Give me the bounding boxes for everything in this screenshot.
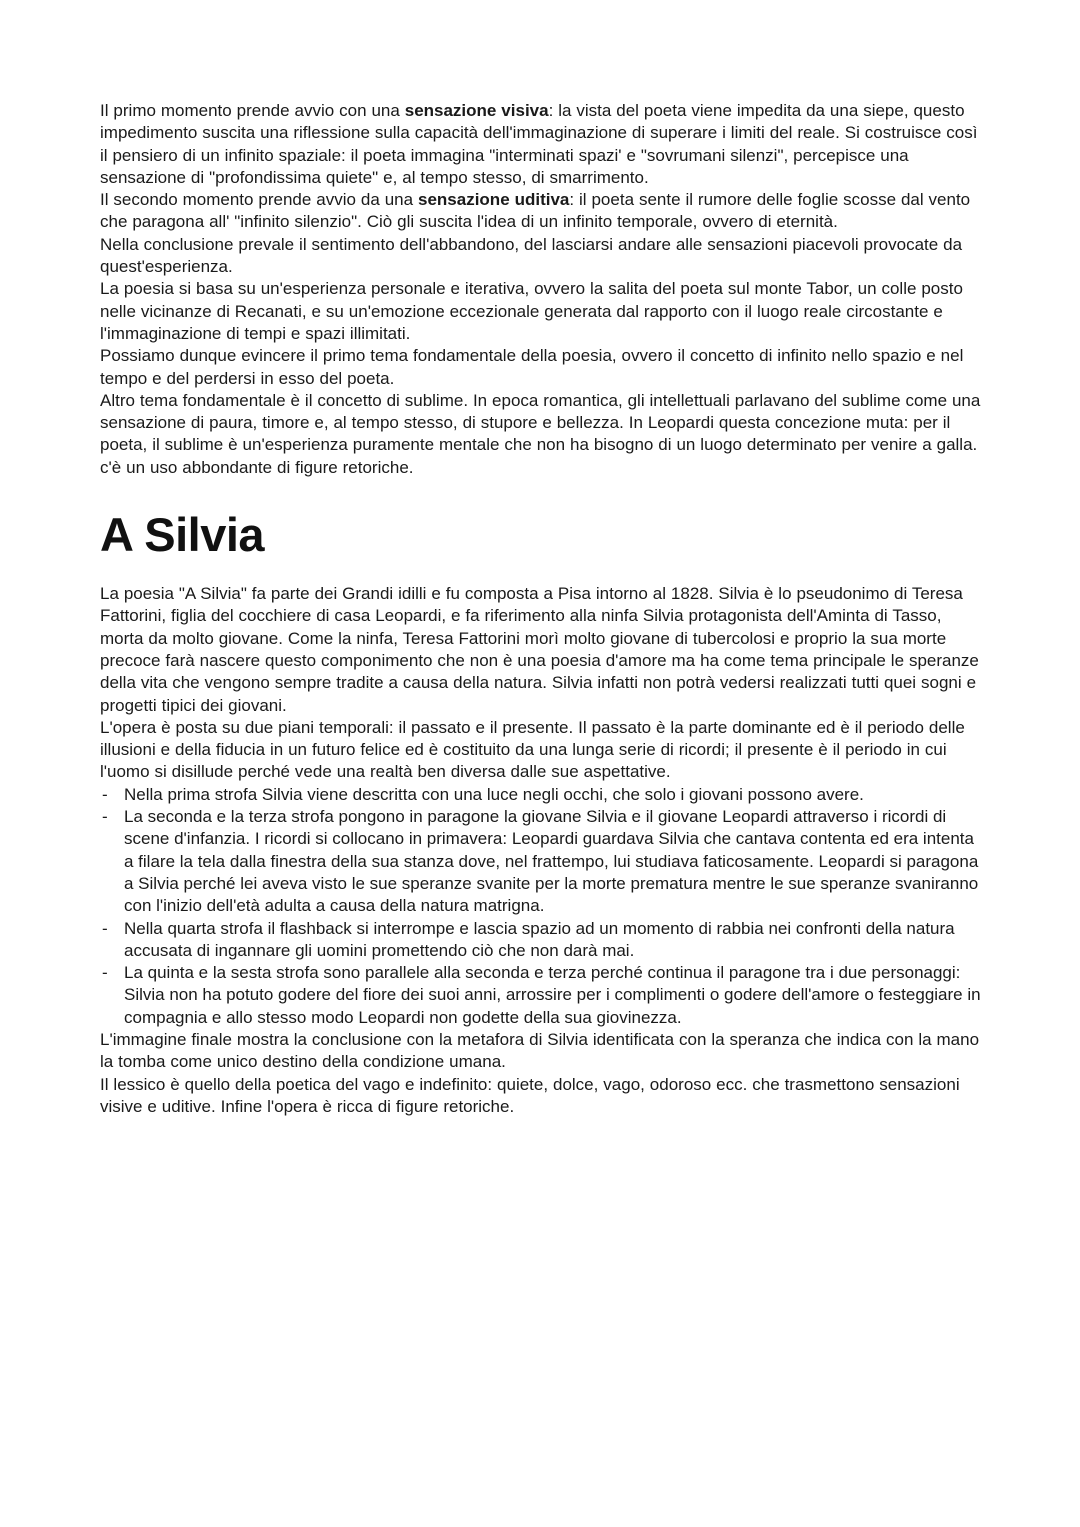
text-run: : il poeta sente il rumore delle foglie scosse dal vento che paragona all' "infinito silenzio". Ciò gli suscita l'idea di un infinito temporale, ovvero di eternità. [100,190,971,232]
section-title-a-silvia: A Silvia [100,508,265,562]
paragraph-esperienza-personale: La poesia si basa su un'esperienza personale e iterativa, ovvero la salita del poeta sul monte Tabor, un colle posto nelle vicinanze di Recanati, e su un'emozione eccezionale generata dal rapporto con il luogo reale circostante e l'immaginazione di tempi e spazi illimitati. [100,279,963,343]
paragraph-lessico: Il lessico è quello della poetica del vago e indefinito: quiete, dolce, vago, odoroso ecc. che trasmettono sensazioni visive e uditive. Infine l'opera è ricca di figure retoriche. [100,1074,960,1116]
text-run: Il secondo momento prende avvio da una [100,190,418,210]
paragraph-secondo-momento [100,189,986,234]
paragraph-tema-infinito: Possiamo dunque evincere il primo tema fondamentale della poesia, ovvero il concetto di infinito nello spazio e nel tempo e del perdersi in esso del poeta. [100,346,964,388]
paragraph-piani-temporali: L'opera è posta su due piani temporali: il passato e il presente. Il passato è la parte dominante ed è il periodo delle illusioni e della fiducia in un futuro felice ed è costituito da una lunga serie di ricordi; il presente è il periodo in cui l'uomo si disillude perché vede una realtà ben diversa dalle sue aspettative. [100,717,965,782]
list-item-quarta-strofa: - Nella quarta strofa il flashback si interrompe e lascia spazio ad un momento di rabbia nei confronti della natura accusata di ingannare gli uomini promettendo ciò che non darà mai. [100,918,986,963]
list-item-prima-strofa: - Nella prima strofa Silvia viene descritta con una luce negli occhi, che solo i giovani possono avere. [100,784,986,806]
paragraph-primo-momento [100,100,986,189]
paragraph-immagine-finale: L'immagine finale mostra la conclusione con la metafora di Silvia identificata con la speranza che indica con la mano la tomba come unico destino della condizione umana. [100,1029,980,1072]
bold-phrase-sensazione-visiva: sensazione visiva [404,101,549,120]
text-run: Il primo momento prende avvio con una [100,101,405,120]
paragraph-tema-sublime: Altro tema fondamentale è il concetto di sublime. In epoca romantica, gli intellettuali parlavano del sublime come una sensazione di paura, timore e, al tempo stesso, di stupore e bellezza. In Leopardi questa concezione muta: per il poeta, il sublime è un'esperienza puramente mentale che non ha bisogno di un luogo determinato per venire a galla. c'è un uso abbondante di figure retoriche. [100,390,981,477]
list-item-quinta-sesta-strofa: - La quinta e la sesta strofa sono parallele alla seconda e terza perché continua il paragone tra i due personaggi: Silvia non ha potuto godere del fiore dei suoi anni, arrossire per i complimenti o godere dell'amore o festeggiare in compagnia e allo stesso modo Leopardi non godette della sua giovinezza. [100,962,986,1029]
bold-phrase-sensazione-uditiva: sensazione uditiva [418,190,570,210]
text-run: : la vista del poeta viene impedita da una siepe, questo impedimento suscita una riflessione sulla capacità dell'immaginazione di superare i limiti del reale. Si costruisce così il pensiero di un infinito spaziale: il poeta immagina "interminati spazi' e "sovrumani silenzi", percepisce una sensazione di "profondissima quiete" e, al tempo stesso, di smarrimento. [100,101,978,187]
strofe-list [100,784,986,1029]
paragraph-silvia-introduzione: La poesia "A Silvia" fa parte dei Grandi idilli e fu composta a Pisa intorno al 1828. Silvia è lo pseudonimo di Teresa Fattorini, figlia del cocchiere di casa Leopardi, e fa riferimento alla ninfa Silvia protagonista dell'Aminta di Tasso, morta da molto giovane. Come la ninfa, Teresa Fattorini morì molto giovane di tubercolosi e proprio la sua morte precoce farà nascere questo componimento che non è una poesia d'amore ma ha come tema principale le speranze della vita che vengono sempre tradite a causa della natura. Silvia infatti non potrà vedersi realizzati tutti quei sogni e progetti tipici dei giovani. [100,584,979,715]
paragraph-conclusione: Nella conclusione prevale il sentimento dell'abbandono, del lasciarsi andare alle sensazioni piacevoli provocate da quest'esperienza. [100,234,963,277]
list-item-seconda-terza-strofa: - La seconda e la terza strofa pongono in paragone la giovane Silvia e il giovane Leopardi attraverso i ricordi di scene d'infanzia. I ricordi si collocano in primavera: Leopardi guardava Silvia che cantava contenta ed era intenta a filare la tela dalla finestra della sua stanza dove, nel frattempo, lui studiava faticosamente. Leopardi si paragona a Silvia perché lei aveva visto le sue speranze svanite per la morte prematura mentre le sue speranze svaniranno con l'inizio dell'età adulta a causa della natura matrigna. [100,806,986,917]
document-content [100,100,986,1118]
